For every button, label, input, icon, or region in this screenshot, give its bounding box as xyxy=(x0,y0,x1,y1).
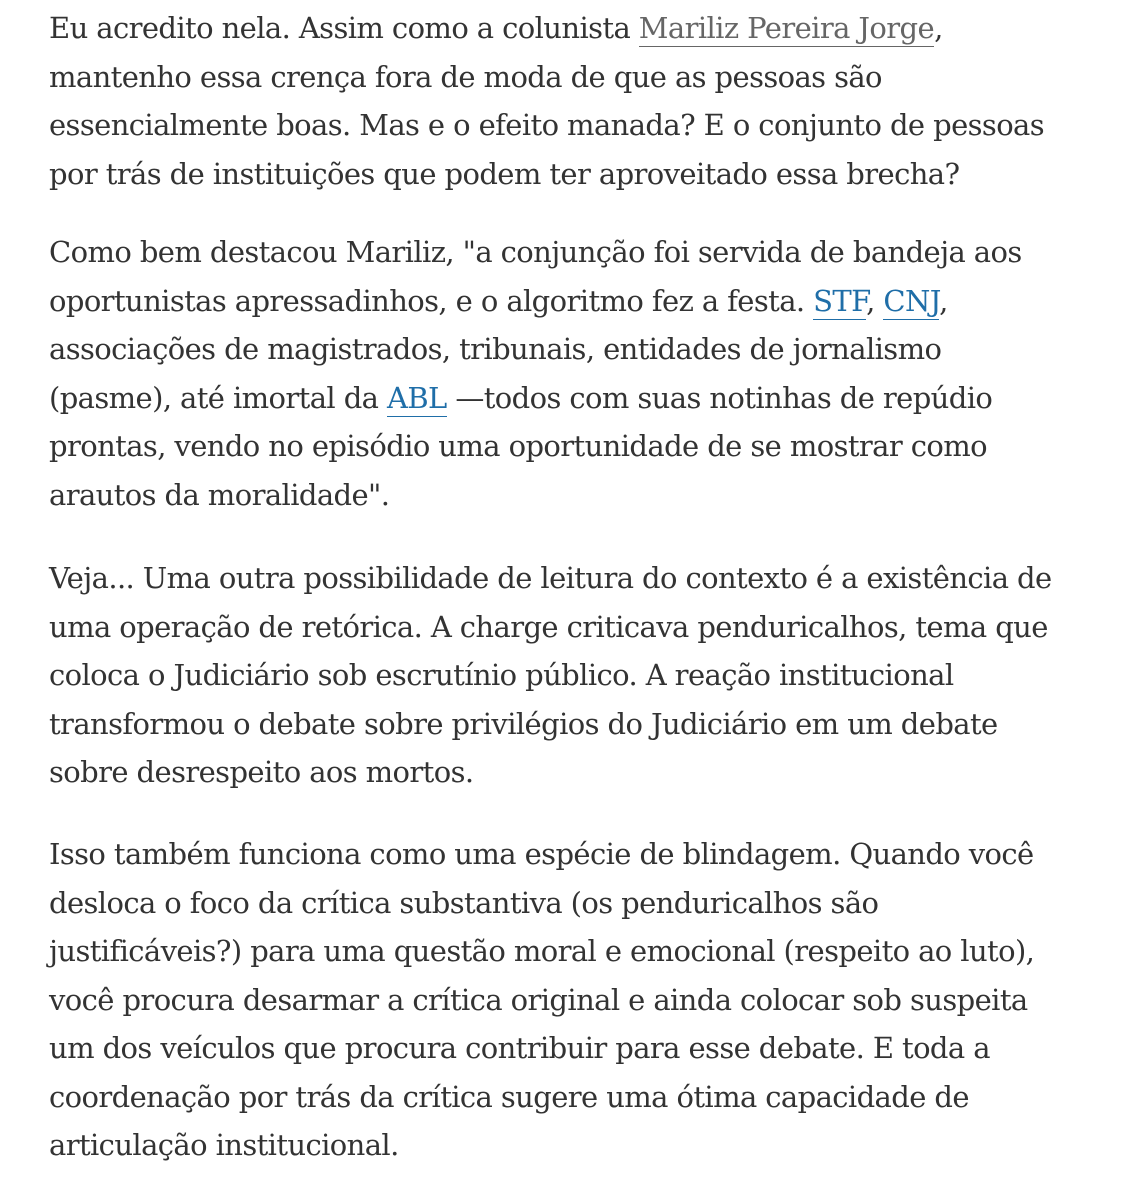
stf-link[interactable]: STF xyxy=(813,283,867,318)
text-line: por trás de instituições que podem ter aproveitado essa brecha? xyxy=(49,156,960,191)
text-line: sobre desrespeito aos mortos. xyxy=(49,755,474,789)
text-line: arautos da moralidade". xyxy=(49,477,390,512)
paragraph-4 xyxy=(49,830,1034,1170)
paragraph-2 xyxy=(49,228,1022,519)
text-line: coordenação por trás da crítica sugere uma ótima capacidade de xyxy=(49,1079,969,1114)
text-line: coloca o Judiciário sob escrutínio público. A reação institucional xyxy=(49,658,954,692)
text-line: associações de magistrados, tribunais, entidades de jornalismo xyxy=(49,332,942,366)
text-line: um dos veículos que procura contribuir para esse debate. E toda a xyxy=(49,1031,990,1065)
text-line xyxy=(49,277,1022,326)
text-segment: oportunistas apressadinhos, e o algoritmo fez a festa. xyxy=(49,283,814,318)
paragraph-3 xyxy=(49,554,1052,797)
text-line: Como bem destacou Mariliz, "a conjunção foi servida de bandeja aos xyxy=(49,235,1022,269)
text-segment: , xyxy=(939,283,948,318)
text-line: Isso também funciona como uma espécie de blindagem. Quando você xyxy=(49,837,1034,871)
text-line: articulação institucional. xyxy=(49,1128,399,1162)
text-line: justificáveis?) para uma questão moral e emocional (respeito ao luto), xyxy=(49,934,1035,968)
text-line xyxy=(49,374,1022,423)
columnist-link[interactable]: Mariliz Pereira Jorge xyxy=(638,11,935,45)
text-line: transformou o debate sobre privilégios do Judiciário em um debate xyxy=(49,706,998,741)
text-segment: Eu acredito nela. Assim como a colunista xyxy=(49,11,639,45)
cnj-link[interactable]: CNJ xyxy=(883,283,940,318)
text-line: Veja... Uma outra possibilidade de leitura do contexto é a existência de xyxy=(49,561,1052,595)
text-line: uma operação de retórica. A charge criticava penduricalhos, tema que xyxy=(49,609,1048,644)
text-segment: , xyxy=(866,283,884,318)
text-line: mantenho essa crença fora de moda de que as pessoas são xyxy=(49,59,882,94)
paragraph-1 xyxy=(49,4,1044,198)
text-segment: (pasme), até imortal da xyxy=(49,380,387,415)
text-line: essencialmente boas. Mas e o efeito manada? E o conjunto de pessoas xyxy=(49,108,1045,142)
text-line: prontas, vendo no episódio uma oportunidade de se mostrar como xyxy=(49,429,988,463)
text-segment: , xyxy=(934,11,943,45)
abl-link[interactable]: ABL xyxy=(387,380,447,415)
text-line: desloca o foco da crítica substantiva (os penduricalhos são xyxy=(49,885,879,920)
text-line xyxy=(49,4,1044,53)
text-line: você procura desarmar a crítica original e ainda colocar sob suspeita xyxy=(49,982,1028,1017)
text-segment: —todos com suas notinhas de repúdio xyxy=(446,380,993,415)
